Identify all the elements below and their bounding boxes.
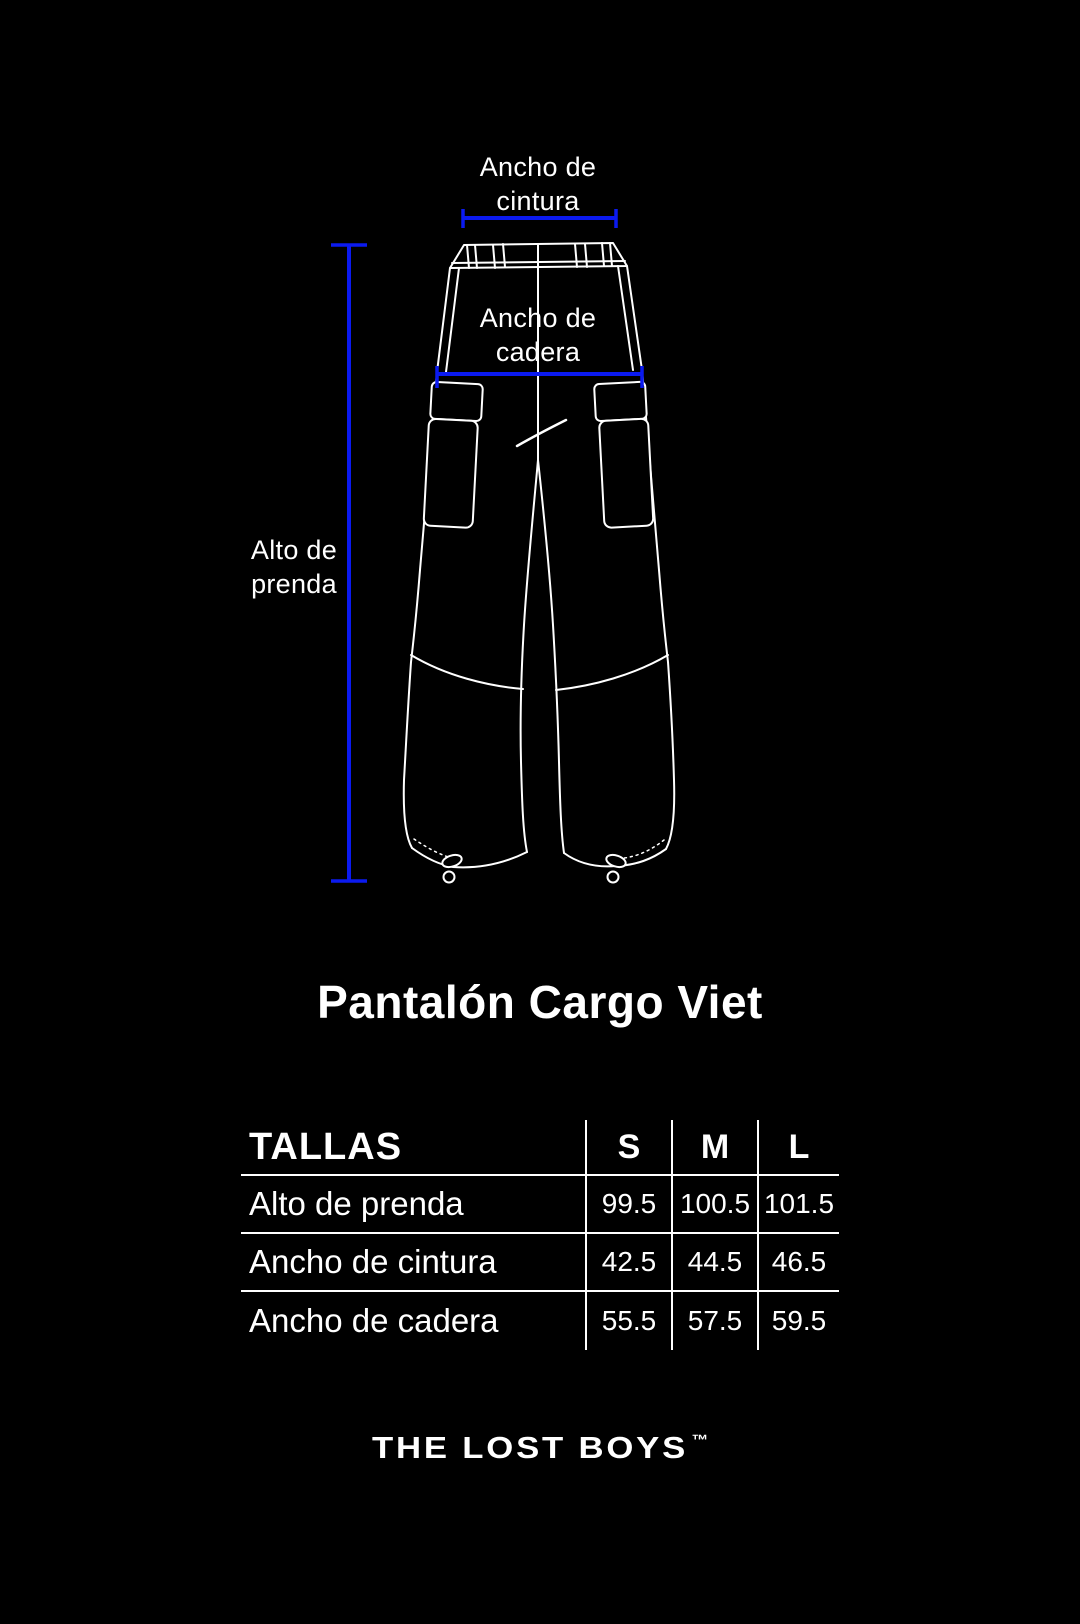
row-label-ancho-de-cintura: Ancho de cintura: [241, 1234, 585, 1292]
row-label-alto-de-prenda: Alto de prenda: [241, 1176, 585, 1234]
belt-loop: [493, 244, 505, 268]
cell-alto-s: 99.5: [585, 1176, 671, 1234]
swoosh-mark: [517, 420, 566, 446]
cell-cadera-m: 57.5: [671, 1292, 757, 1350]
table-header-size-m: M: [671, 1120, 757, 1176]
cell-cintura-m: 44.5: [671, 1234, 757, 1292]
waist-width-label-line1: Ancho de: [479, 152, 597, 182]
size-table: [241, 1120, 839, 1350]
belt-loop: [467, 245, 477, 268]
hip-width-label-line1: Ancho de: [479, 303, 597, 333]
belt-loop: [575, 244, 587, 267]
right-leg-inner-seam: [538, 460, 564, 853]
brand-footer: [0, 1430, 1080, 1466]
garment-height-label-line1: Alto de: [250, 535, 338, 565]
cell-cadera-l: 59.5: [757, 1292, 839, 1350]
brand-logo: [372, 1430, 708, 1466]
cell-cintura-s: 42.5: [585, 1234, 671, 1292]
garment-height-label-line2: prenda: [251, 569, 337, 599]
cell-alto-l: 101.5: [757, 1176, 839, 1234]
waist-width-label-line2: cintura: [496, 186, 580, 216]
left-leg-inner-seam: [521, 460, 538, 852]
left-cargo-pocket: [423, 382, 482, 529]
left-hem: [412, 848, 527, 867]
cell-cintura-l: 46.5: [757, 1234, 839, 1292]
brand-name: THE LOST BOYS: [371, 1430, 688, 1465]
left-knee-seam: [411, 655, 523, 689]
right-hem-toggle: [605, 853, 627, 883]
trademark-symbol: ™: [691, 1432, 709, 1449]
right-knee-seam: [556, 655, 668, 690]
cell-cadera-s: 55.5: [585, 1292, 671, 1350]
hip-width-label: [418, 301, 658, 369]
right-cargo-pocket: [594, 382, 653, 529]
product-title: Pantalón Cargo Viet: [317, 976, 763, 1028]
table-header-size-l: L: [757, 1120, 839, 1176]
waist-width-label: [418, 150, 658, 218]
hip-width-label-line2: cadera: [495, 337, 581, 367]
garment-height-label: [174, 533, 414, 601]
cell-alto-m: 100.5: [671, 1176, 757, 1234]
row-label-ancho-de-cadera: Ancho de cadera: [249, 1302, 499, 1339]
table-header-tallas: TALLAS: [241, 1120, 585, 1176]
right-hem-stitching: [615, 840, 664, 859]
table-header-size-s: S: [585, 1120, 671, 1176]
belt-loop: [602, 243, 612, 266]
